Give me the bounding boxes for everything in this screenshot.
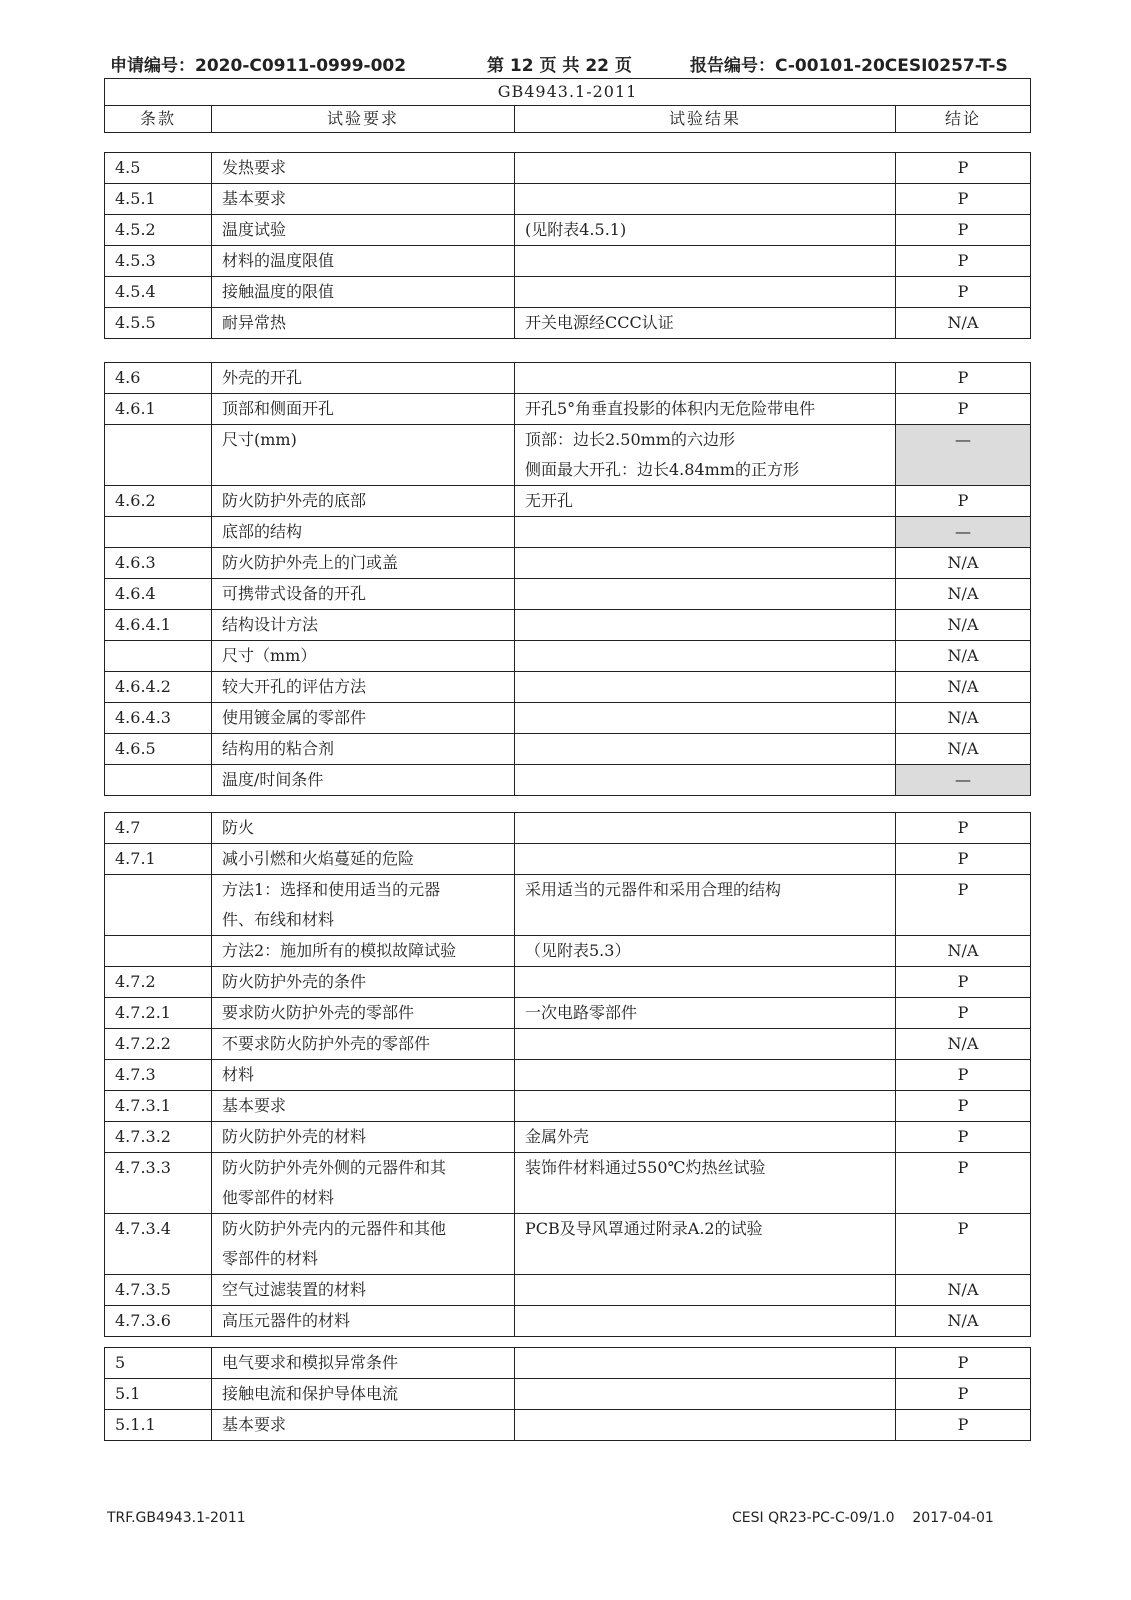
verdict-cell: N/A — [896, 308, 1031, 339]
table-row — [105, 579, 1031, 610]
result-cell — [515, 579, 896, 610]
table-row — [105, 1275, 1031, 1306]
clause-cell: 5.1.1 — [105, 1410, 212, 1441]
clause-table-section — [104, 152, 1031, 339]
clause-cell: 4.7.3.6 — [105, 1306, 212, 1337]
result-cell — [515, 517, 896, 548]
requirement-cell: 基本要求 — [212, 1091, 515, 1122]
table-row — [105, 967, 1031, 998]
verdict-cell: P — [896, 1060, 1031, 1091]
requirement-cell: 使用镀金属的零部件 — [212, 703, 515, 734]
verdict-cell: P — [896, 1379, 1031, 1410]
verdict-cell: P — [896, 1348, 1031, 1379]
verdict-cell: P — [896, 486, 1031, 517]
verdict-cell: P — [896, 277, 1031, 308]
table-row — [105, 548, 1031, 579]
verdict-cell: P — [896, 246, 1031, 277]
clause-cell: 4.7.2.1 — [105, 998, 212, 1029]
requirement-cell: 方法2：施加所有的模拟故障试验 — [212, 936, 515, 967]
clause-cell: 4.6 — [105, 363, 212, 394]
verdict-cell: P — [896, 184, 1031, 215]
verdict-cell: N/A — [896, 641, 1031, 672]
verdict-cell: N/A — [896, 1306, 1031, 1337]
result-cell: 开关电源经CCC认证 — [515, 308, 896, 339]
result-cell: 装饰件材料通过550℃灼热丝试验 — [515, 1153, 896, 1214]
table-row — [105, 153, 1031, 184]
clause-table-section — [104, 812, 1031, 1337]
verdict-cell: — — [896, 517, 1031, 548]
result-cell — [515, 610, 896, 641]
requirement-cell: 耐异常热 — [212, 308, 515, 339]
verdict-cell: P — [896, 215, 1031, 246]
verdict-cell: P — [896, 363, 1031, 394]
table-row — [105, 1091, 1031, 1122]
clause-cell: 4.7.3.3 — [105, 1153, 212, 1214]
column-header-result: 试验结果 — [515, 106, 896, 133]
result-cell: 顶部：边长2.50mm的六边形 侧面最大开孔：边长4.84mm的正方形 — [515, 425, 896, 486]
requirement-cell: 接触电流和保护导体电流 — [212, 1379, 515, 1410]
table-row — [105, 1214, 1031, 1275]
clause-cell: 5.1 — [105, 1379, 212, 1410]
requirement-cell: 电气要求和模拟异常条件 — [212, 1348, 515, 1379]
table-row — [105, 610, 1031, 641]
clause-cell: 4.6.5 — [105, 734, 212, 765]
requirement-cell: 可携带式设备的开孔 — [212, 579, 515, 610]
result-cell — [515, 1306, 896, 1337]
result-cell — [515, 246, 896, 277]
clause-cell: 4.7.3.4 — [105, 1214, 212, 1275]
clause-cell — [105, 875, 212, 936]
result-cell — [515, 1379, 896, 1410]
requirement-cell: 防火防护外壳的底部 — [212, 486, 515, 517]
requirement-cell: 防火防护外壳内的元器件和其他 零部件的材料 — [212, 1214, 515, 1275]
requirement-cell: 防火防护外壳的条件 — [212, 967, 515, 998]
table-row — [105, 425, 1031, 486]
table-row — [105, 246, 1031, 277]
requirement-cell: 材料 — [212, 1060, 515, 1091]
table-row — [105, 1153, 1031, 1214]
verdict-cell: — — [896, 765, 1031, 796]
table-row — [105, 936, 1031, 967]
table-row — [105, 734, 1031, 765]
clause-cell: 4.5 — [105, 153, 212, 184]
result-cell — [515, 813, 896, 844]
verdict-cell: P — [896, 875, 1031, 936]
requirement-cell: 顶部和侧面开孔 — [212, 394, 515, 425]
table-row — [105, 1029, 1031, 1060]
header-table — [104, 78, 1031, 133]
requirement-cell: 底部的结构 — [212, 517, 515, 548]
result-cell: 一次电路零部件 — [515, 998, 896, 1029]
result-cell — [515, 548, 896, 579]
requirement-cell: 防火 — [212, 813, 515, 844]
requirement-cell: 结构设计方法 — [212, 610, 515, 641]
requirement-cell: 要求防火防护外壳的零部件 — [212, 998, 515, 1029]
verdict-cell: P — [896, 1214, 1031, 1275]
clause-cell: 4.7.2.2 — [105, 1029, 212, 1060]
verdict-cell: N/A — [896, 1275, 1031, 1306]
verdict-cell: P — [896, 998, 1031, 1029]
clause-cell: 4.7 — [105, 813, 212, 844]
table-row — [105, 844, 1031, 875]
clause-cell: 4.7.3.2 — [105, 1122, 212, 1153]
result-cell — [515, 153, 896, 184]
verdict-cell: N/A — [896, 610, 1031, 641]
result-cell: 开孔5°角垂直投影的体积内无危险带电件 — [515, 394, 896, 425]
result-cell: PCB及导风罩通过附录A.2的试验 — [515, 1214, 896, 1275]
verdict-cell: P — [896, 1410, 1031, 1441]
requirement-cell: 方法1：选择和使用适当的元器 件、布线和材料 — [212, 875, 515, 936]
clause-cell: 4.7.1 — [105, 844, 212, 875]
requirement-cell: 高压元器件的材料 — [212, 1306, 515, 1337]
result-cell — [515, 672, 896, 703]
table-row — [105, 765, 1031, 796]
column-header-requirement: 试验要求 — [212, 106, 515, 133]
result-cell: (见附表4.5.1) — [515, 215, 896, 246]
clause-cell — [105, 641, 212, 672]
table-row — [105, 184, 1031, 215]
requirement-cell: 防火防护外壳外侧的元器件和其 他零部件的材料 — [212, 1153, 515, 1214]
clause-cell: 4.7.2 — [105, 967, 212, 998]
verdict-cell: N/A — [896, 703, 1031, 734]
standard-title: GB4943.1-2011 — [105, 79, 1031, 106]
result-cell — [515, 967, 896, 998]
clause-cell: 4.6.2 — [105, 486, 212, 517]
clause-cell: 4.6.1 — [105, 394, 212, 425]
verdict-cell: P — [896, 844, 1031, 875]
table-row — [105, 215, 1031, 246]
result-cell — [515, 1060, 896, 1091]
footer-form-id: TRF.GB4943.1-2011 — [107, 1510, 246, 1526]
requirement-cell: 基本要求 — [212, 1410, 515, 1441]
clause-cell: 4.5.3 — [105, 246, 212, 277]
clause-cell: 4.5.1 — [105, 184, 212, 215]
requirement-cell: 结构用的粘合剂 — [212, 734, 515, 765]
clause-cell: 4.6.4 — [105, 579, 212, 610]
requirement-cell: 空气过滤装置的材料 — [212, 1275, 515, 1306]
table-row — [105, 486, 1031, 517]
table-row — [105, 277, 1031, 308]
requirement-cell: 防火防护外壳的材料 — [212, 1122, 515, 1153]
result-cell: （见附表5.3） — [515, 936, 896, 967]
clause-cell: 4.6.3 — [105, 548, 212, 579]
requirement-cell: 温度/时间条件 — [212, 765, 515, 796]
table-row — [105, 1122, 1031, 1153]
result-cell — [515, 1348, 896, 1379]
verdict-cell: N/A — [896, 936, 1031, 967]
requirement-cell: 不要求防火防护外壳的零部件 — [212, 1029, 515, 1060]
verdict-cell: P — [896, 967, 1031, 998]
result-cell: 无开孔 — [515, 486, 896, 517]
table-row — [105, 998, 1031, 1029]
requirement-cell: 防火防护外壳上的门或盖 — [212, 548, 515, 579]
table-row — [105, 1060, 1031, 1091]
requirement-cell: 发热要求 — [212, 153, 515, 184]
result-cell: 采用适当的元器件和采用合理的结构 — [515, 875, 896, 936]
result-cell — [515, 277, 896, 308]
table-row — [105, 394, 1031, 425]
verdict-cell: P — [896, 153, 1031, 184]
verdict-cell: — — [896, 425, 1031, 486]
footer-doc-code: CESI QR23-PC-C-09/1.0 2017-04-01 — [732, 1510, 994, 1526]
table-row — [105, 308, 1031, 339]
clause-cell: 4.5.2 — [105, 215, 212, 246]
table-row — [105, 813, 1031, 844]
result-cell — [515, 765, 896, 796]
clause-cell: 4.6.4.3 — [105, 703, 212, 734]
result-cell — [515, 844, 896, 875]
verdict-cell: N/A — [896, 672, 1031, 703]
report-number: 报告编号：C-00101-20CESI0257-T-S — [690, 56, 1008, 76]
column-header-verdict: 结论 — [896, 106, 1031, 133]
result-cell — [515, 363, 896, 394]
clause-table-section — [104, 1347, 1031, 1441]
verdict-cell: P — [896, 1153, 1031, 1214]
requirement-cell: 基本要求 — [212, 184, 515, 215]
table-row — [105, 1306, 1031, 1337]
result-cell — [515, 1275, 896, 1306]
column-header-clause: 条款 — [105, 106, 212, 133]
verdict-cell: P — [896, 813, 1031, 844]
result-cell — [515, 1029, 896, 1060]
requirement-cell: 尺寸（mm） — [212, 641, 515, 672]
verdict-cell: P — [896, 1122, 1031, 1153]
verdict-cell: N/A — [896, 579, 1031, 610]
clause-cell: 4.6.4.1 — [105, 610, 212, 641]
verdict-cell: P — [896, 1091, 1031, 1122]
table-row — [105, 363, 1031, 394]
page-info: 第 12 页 共 22 页 — [487, 56, 632, 76]
result-cell — [515, 184, 896, 215]
requirement-cell: 较大开孔的评估方法 — [212, 672, 515, 703]
clause-cell: 4.5.4 — [105, 277, 212, 308]
clause-cell — [105, 517, 212, 548]
clause-cell — [105, 765, 212, 796]
clause-cell: 4.7.3.5 — [105, 1275, 212, 1306]
requirement-cell: 外壳的开孔 — [212, 363, 515, 394]
table-row — [105, 875, 1031, 936]
requirement-cell: 尺寸(mm) — [212, 425, 515, 486]
table-row — [105, 641, 1031, 672]
table-row — [105, 703, 1031, 734]
clause-cell — [105, 936, 212, 967]
requirement-cell: 减小引燃和火焰蔓延的危险 — [212, 844, 515, 875]
clause-cell — [105, 425, 212, 486]
clause-cell: 4.7.3.1 — [105, 1091, 212, 1122]
table-row — [105, 672, 1031, 703]
result-cell — [515, 1091, 896, 1122]
clause-cell: 4.6.4.2 — [105, 672, 212, 703]
verdict-cell: P — [896, 394, 1031, 425]
result-cell — [515, 703, 896, 734]
result-cell — [515, 1410, 896, 1441]
table-row — [105, 1410, 1031, 1441]
verdict-cell: N/A — [896, 1029, 1031, 1060]
requirement-cell: 材料的温度限值 — [212, 246, 515, 277]
clause-cell: 4.5.5 — [105, 308, 212, 339]
result-cell — [515, 641, 896, 672]
verdict-cell: N/A — [896, 734, 1031, 765]
requirement-cell: 接触温度的限值 — [212, 277, 515, 308]
result-cell — [515, 734, 896, 765]
table-row — [105, 1348, 1031, 1379]
clause-table-section — [104, 362, 1031, 796]
requirement-cell: 温度试验 — [212, 215, 515, 246]
table-row — [105, 1379, 1031, 1410]
clause-cell: 4.7.3 — [105, 1060, 212, 1091]
application-number: 申请编号：2020-C0911-0999-002 — [110, 56, 407, 76]
clause-cell: 5 — [105, 1348, 212, 1379]
verdict-cell: N/A — [896, 548, 1031, 579]
result-cell: 金属外壳 — [515, 1122, 896, 1153]
table-row — [105, 517, 1031, 548]
